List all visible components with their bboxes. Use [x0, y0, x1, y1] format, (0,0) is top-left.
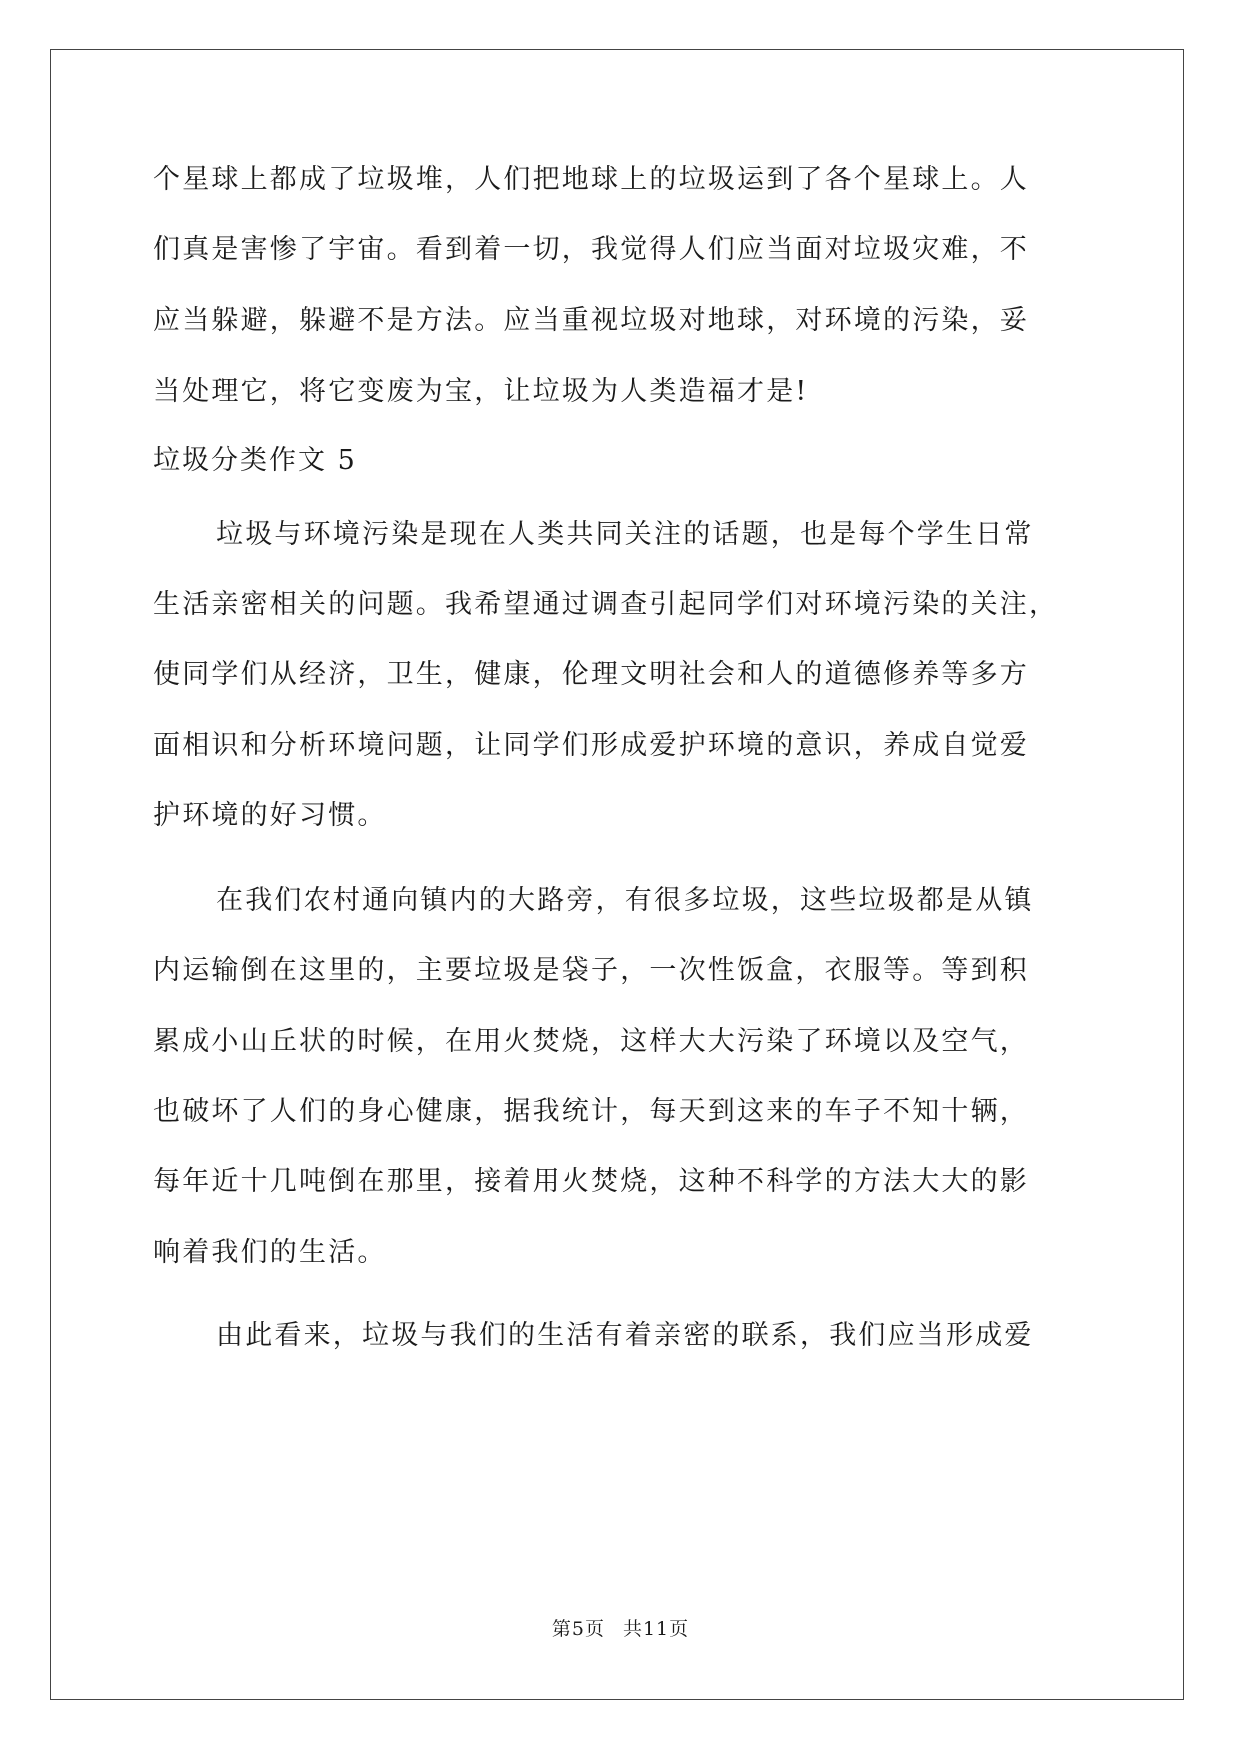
text-line: 也破坏了人们的身心健康，据我统计，每天到这来的车子不知十辆，: [153, 1096, 1029, 1127]
text-line: 每年近十几吨倒在那里，接着用火焚烧，这种不科学的方法大大的影: [153, 1166, 1029, 1197]
text-line: 应当躲避，躲避不是方法。应当重视垃圾对地球，对环境的污染，妥: [153, 305, 1029, 336]
page-total: 共11页: [622, 1618, 690, 1640]
text-line: 累成小山丘状的时候，在用火焚烧，这样大大污染了环境以及空气，: [153, 1026, 1029, 1057]
text-line: 由此看来，垃圾与我们的生活有着亲密的联系，我们应当形成爱: [216, 1320, 1034, 1351]
text-line: 在我们农村通向镇内的大路旁，有很多垃圾，这些垃圾都是从镇: [216, 885, 1034, 916]
text-line: 内运输倒在这里的，主要垃圾是袋子，一次性饭盒，衣服等。等到积: [153, 955, 1029, 986]
text-line: 当处理它，将它变废为宝，让垃圾为人类造福才是!: [153, 376, 809, 407]
page-number: 第5页: [551, 1618, 605, 1640]
text-line: 面相识和分析环境问题，让同学们形成爱护环境的意识，养成自觉爱: [153, 730, 1029, 761]
text-line: 护环境的好习惯。: [153, 800, 387, 831]
section-heading: 垃圾分类作文 5: [153, 445, 357, 476]
page-border: [50, 49, 1184, 1700]
text-line: 个星球上都成了垃圾堆，人们把地球上的垃圾运到了各个星球上。人: [153, 164, 1029, 195]
text-line: 响着我们的生活。: [153, 1237, 387, 1268]
text-line: 生活亲密相关的问题。我希望通过调查引起同学们对环境污染的关注，: [153, 589, 1059, 620]
page-footer: [0, 1617, 1241, 1641]
text-line: 使同学们从经济，卫生，健康，伦理文明社会和人的道德修养等多方: [153, 659, 1029, 690]
text-line: 们真是害惨了宇宙。看到着一切，我觉得人们应当面对垃圾灾难，不: [153, 234, 1029, 265]
text-line: 垃圾与环境污染是现在人类共同关注的话题，也是每个学生日常: [216, 519, 1034, 550]
